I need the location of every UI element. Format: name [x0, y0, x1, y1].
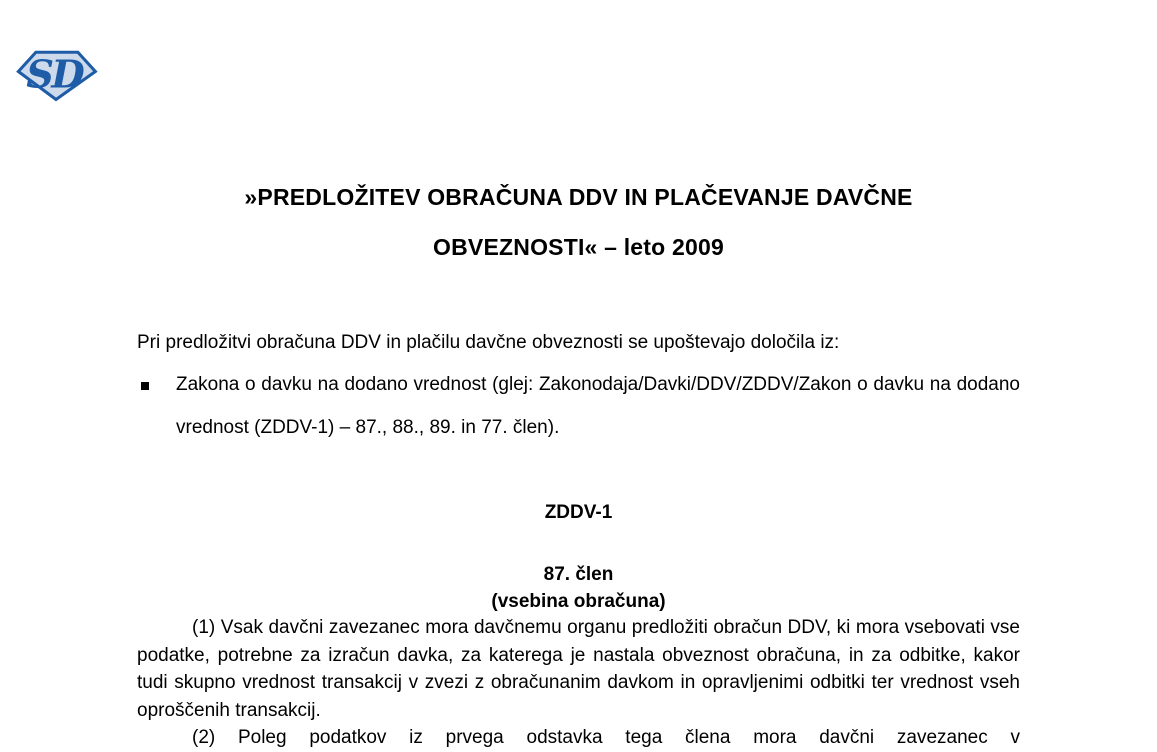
article-body: [137, 614, 1020, 752]
document-title-line2: OBVEZNOSTI« – leto 2009: [433, 234, 724, 260]
paragraph-2: (2) Poleg podatkov iz prvega odstavka tega člena mora davčni zavezanec v: [192, 727, 1020, 748]
list-item: [140, 363, 1020, 449]
intro-paragraph: Pri predložitvi obračuna DDV in plačilu davčne obveznosti se upoštevajo določila iz:: [137, 332, 840, 353]
bullet-list: [140, 363, 1020, 449]
section-headings: [137, 502, 1020, 615]
document-title-line1: »PREDLOŽITEV OBRAČUNA DDV IN PLAČEVANJE DAVČNE: [244, 184, 913, 210]
article-number: 87. člen: [543, 564, 614, 585]
list-item-text: Zakona o davku na dodano vrednost (glej: Zakonodaja/Davki/DDV/ZDDV/Zakon o davku na dodano vrednost (ZDDV-1) – 87., 88., 89. in 77. člen).: [176, 374, 1020, 438]
document-title: [137, 172, 1020, 272]
law-title: ZDDV-1: [544, 502, 613, 523]
paragraph-1: (1) Vsak davčni zavezanec mora davčnemu organu predložiti obračun DDV, ki mora vsebovati vse podatke, potrebne za izračun davka, za katerega je nastala obveznost obračuna, in za odbitke, kakor tudi skupno vrednost transakcij v zvezi z obračunanim davkom in opravljenimi odbitki ter vrednost vseh oproščenih transakcij.: [137, 617, 1020, 721]
article-subtitle: (vsebina obračuna): [491, 591, 666, 612]
bullet-square-icon: [141, 382, 149, 390]
logo-letters: SD: [26, 52, 83, 98]
sd-logo: [14, 46, 98, 104]
